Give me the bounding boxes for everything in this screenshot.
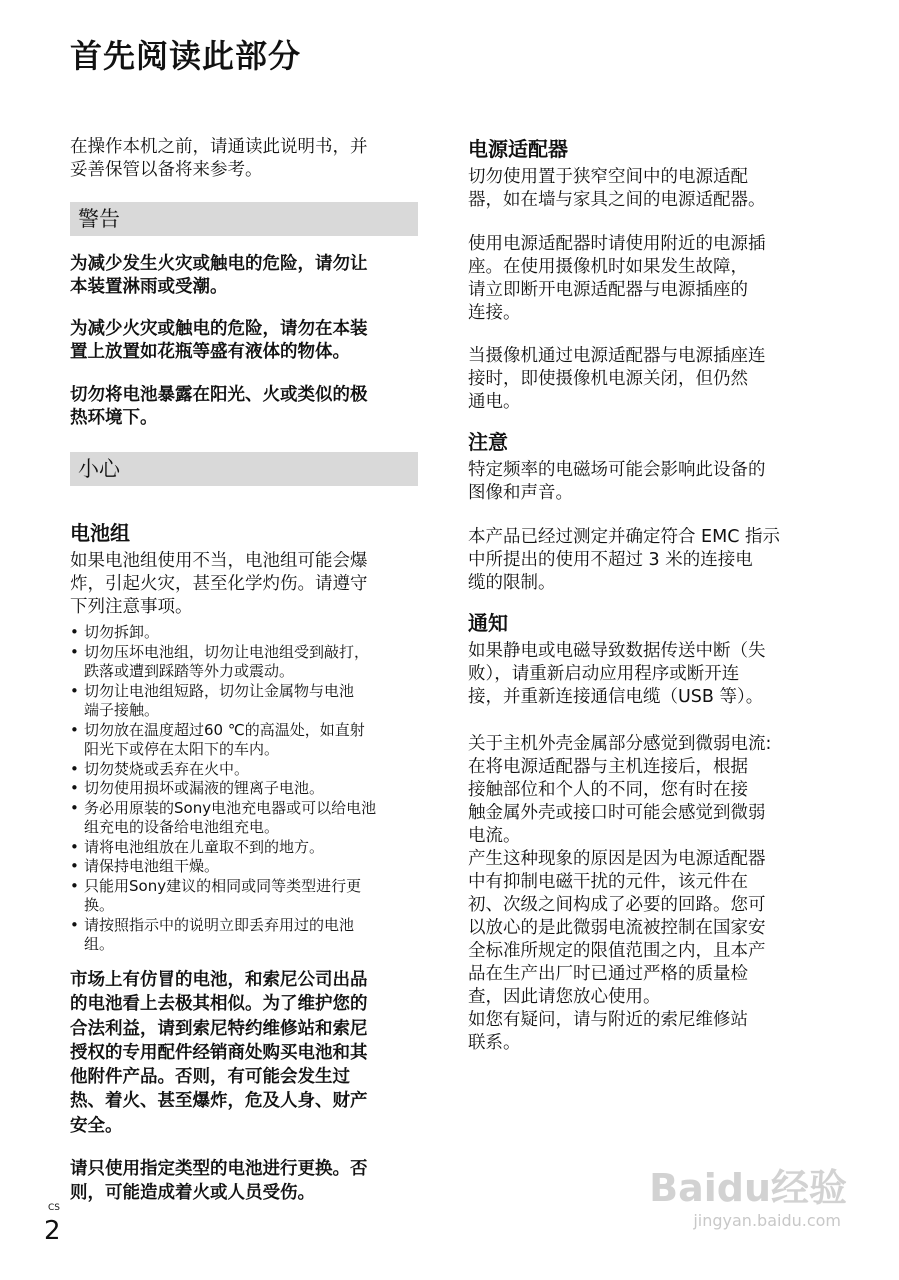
list-item	[70, 857, 376, 877]
text-line: 下列注意事项。	[70, 597, 193, 617]
note-heading: 注意	[468, 430, 508, 454]
text-line: 缆的限制。	[468, 573, 556, 593]
language-code: CS	[48, 1203, 60, 1213]
text-line: 全标准所规定的限值范围之内，且本产	[468, 941, 766, 961]
warning-paragraph	[70, 318, 368, 364]
list-item-line: • 请将电池组放在儿童取不到的地方。	[84, 837, 325, 856]
adapter-heading: 电源适配器	[468, 137, 568, 161]
text-line: 座。在使用摄像机时如果发生故障，	[468, 257, 748, 277]
list-item-line: 阳光下或停在太阳下的车内。	[84, 740, 280, 758]
current-paragraph	[468, 733, 771, 1055]
text-line: 则，可能造成着火或人员受伤。	[70, 1183, 315, 1203]
list-item	[70, 779, 376, 799]
text-line: 触金属外壳或接口时可能会感觉到微弱	[468, 803, 766, 823]
page-title: 首先阅读此部分	[70, 37, 302, 75]
adapter-paragraph	[468, 345, 766, 414]
text-line: 的电池看上去极其相似。为了维护您的	[70, 994, 368, 1015]
text-line: 如果静电或电磁导致数据传送中断（失	[468, 641, 766, 661]
warning-section-header: 警告	[70, 202, 418, 236]
text-line: 本产品已经过测定并确定符合 EMC 指示	[468, 527, 780, 547]
text-line: 图像和声音。	[468, 483, 573, 503]
warning-paragraph	[70, 384, 368, 430]
replace-paragraph	[70, 1157, 368, 1205]
text-line: 置上放置如花瓶等盛有液体的物体。	[70, 342, 350, 362]
list-item-line: 跌落或遭到踩踏等外力或震动。	[84, 662, 295, 680]
notice-paragraph	[468, 640, 766, 709]
text-line: 产生这种现象的原因是因为电源适配器	[468, 849, 766, 869]
text-line: 特定频率的电磁场可能会影响此设备的	[468, 460, 766, 480]
text-line: 请立即断开电源适配器与电源插座的	[468, 280, 748, 300]
text-line: 热、着火、甚至爆炸，危及人身、财产	[70, 1091, 368, 1112]
watermark-url: jingyan.baidu.com	[693, 1211, 841, 1230]
counterfeit-paragraph	[70, 968, 368, 1138]
text-line: 切勿使用置于狭窄空间中的电源适配	[468, 167, 748, 187]
text-line: 妥善保管以备将来参考。	[70, 160, 263, 180]
notice-heading: 通知	[468, 611, 508, 635]
list-item-line: • 请保持电池组干燥。	[84, 857, 220, 875]
battery-intro	[70, 550, 368, 619]
warning-paragraph	[70, 253, 368, 299]
list-item-line: 换。	[84, 896, 115, 914]
text-line: 电流。	[468, 826, 521, 846]
text-line: 在操作本机之前，请通读此说明书，并	[70, 137, 368, 157]
text-line: 初、次级之间构成了必要的回路。您可	[468, 895, 766, 915]
adapter-paragraph	[468, 166, 766, 212]
note-paragraph	[468, 526, 780, 595]
list-item	[70, 721, 376, 760]
text-line: 本装置淋雨或受潮。	[70, 277, 228, 297]
watermark-logo: Baidu经验	[649, 1166, 847, 1210]
text-line: 在将电源适配器与主机连接后，根据	[468, 757, 748, 777]
list-item-line: • 切勿使用损坏或漏液的锂离子电池。	[84, 779, 325, 797]
text-line: 器，如在墙与家具之间的电源适配器。	[468, 190, 766, 210]
battery-precautions-list	[70, 623, 376, 955]
adapter-paragraph	[468, 233, 766, 325]
list-item	[70, 838, 376, 858]
list-item	[70, 760, 376, 780]
text-line: 如您有疑问，请与附近的索尼维修站	[468, 1010, 748, 1030]
list-item-line: • 切勿压坏电池组，切勿让电池组受到敲打，	[84, 642, 370, 661]
text-line: 授权的专用配件经销商处购买电池和其	[70, 1042, 368, 1063]
text-line: 通电。	[468, 392, 521, 412]
text-line: 中所提出的使用不超过 3 米的连接电	[468, 550, 753, 570]
text-line: 市场上有仿冒的电池，和索尼公司出品	[70, 970, 368, 990]
text-line: 合法利益，请到索尼特约维修站和索尼	[70, 1018, 368, 1039]
text-line: 联系。	[468, 1033, 521, 1053]
list-item-line: • 切勿焚烧或丢弃在火中。	[84, 759, 250, 778]
list-item-line: • 切勿拆卸。	[84, 623, 160, 641]
text-line: 使用电源适配器时请使用附近的电源插	[468, 234, 766, 254]
text-line: 为减少火灾或触电的危险，请勿在本装	[70, 319, 368, 339]
text-line: 以放心的是此微弱电流被控制在国家安	[468, 918, 766, 938]
caution-section-header: 小心	[70, 452, 418, 486]
battery-heading: 电池组	[70, 521, 130, 545]
text-line: 关于主机外壳金属部分感觉到微弱电流:	[468, 734, 772, 754]
text-line: 接时，即使摄像机电源关闭，但仍然	[468, 369, 748, 389]
intro-paragraph	[70, 136, 368, 182]
list-item-line: • 务必用原装的Sony电池充电器或可以给电池	[84, 798, 377, 817]
text-line: 中有抑制电磁干扰的元件，该元件在	[468, 872, 748, 892]
text-line: 请只使用指定类型的电池进行更换。否	[70, 1159, 368, 1179]
list-item-line: • 请按照指示中的说明立即丢弃用过的电池	[84, 915, 355, 934]
note-paragraph	[468, 459, 766, 505]
page-number: 2	[44, 1216, 61, 1246]
text-line: 切勿将电池暴露在阳光、火或类似的极	[70, 385, 368, 405]
text-line: 败），请重新启动应用程序或断开连	[468, 664, 740, 684]
list-item	[70, 877, 376, 916]
list-item-line: 组。	[84, 935, 115, 953]
text-line: 品在生产出厂时已通过严格的质量检	[468, 964, 748, 984]
text-line: 查，因此请您放心使用。	[468, 987, 661, 1007]
text-line: 为减少发生火灾或触电的危险，请勿让	[70, 254, 368, 274]
text-line: 接，并重新连接通信电缆（USB 等）。	[468, 687, 764, 707]
list-item	[70, 916, 376, 955]
text-line: 热环境下。	[70, 408, 158, 428]
list-item-line: • 只能用Sony建议的相同或同等类型进行更	[84, 876, 362, 895]
list-item-line: 组充电的设备给电池组充电。	[84, 818, 280, 836]
text-line: 连接。	[468, 303, 521, 323]
list-item	[70, 799, 376, 838]
list-item	[70, 623, 376, 643]
list-item-line: 端子接触。	[84, 701, 160, 719]
list-item	[70, 682, 376, 721]
text-line: 当摄像机通过电源适配器与电源插座连	[468, 346, 766, 366]
text-line: 如果电池组使用不当，电池组可能会爆	[70, 551, 368, 571]
text-line: 炸，引起火灾，甚至化学灼伤。请遵守	[70, 574, 368, 594]
list-item-line: • 切勿让电池组短路，切勿让金属物与电池	[84, 681, 355, 700]
text-line: 接触部位和个人的不同，您有时在接	[468, 780, 748, 800]
text-line: 他附件产品。否则，有可能会发生过	[70, 1067, 350, 1088]
list-item-line: • 切勿放在温度超过60 ℃的高温处，如直射	[84, 720, 365, 739]
text-line: 安全。	[70, 1115, 123, 1136]
list-item	[70, 643, 376, 682]
